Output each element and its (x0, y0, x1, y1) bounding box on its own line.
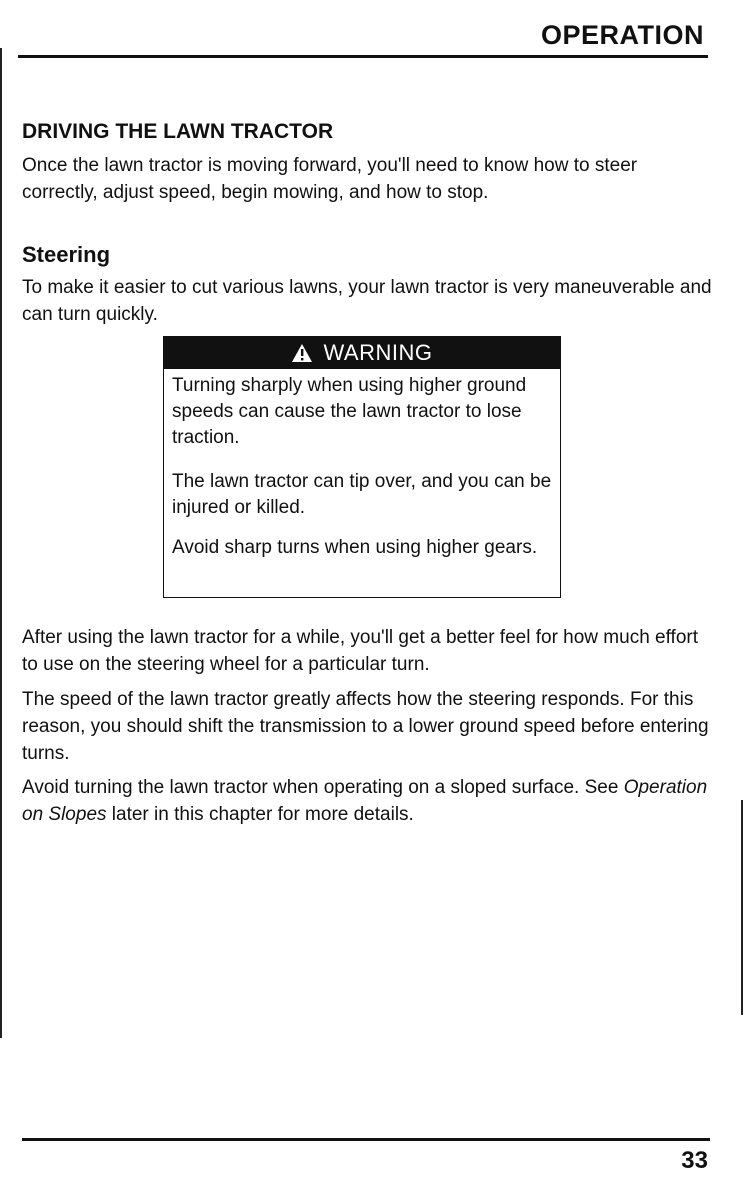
paragraph-slopes-start: Avoid turning the lawn tractor when operating on a sloped surface. See (22, 777, 624, 798)
warning-title: WARNING (323, 340, 433, 365)
paragraph-slopes-end: later in this chapter for more details. (106, 804, 414, 825)
steering-heading: Steering (22, 242, 111, 267)
header-divider (18, 55, 708, 58)
warning-body (164, 369, 560, 561)
paragraph-slopes (22, 774, 712, 828)
left-margin-rule (0, 48, 2, 1038)
warning-avoidance-text: Avoid sharp turns when using higher gears. (172, 537, 538, 558)
right-margin-rule (741, 800, 743, 1015)
warning-hazard-text: Turning sharply when using higher ground speeds can cause the lawn tractor to lose traction. (172, 375, 527, 448)
footer-divider (22, 1138, 710, 1141)
warning-triangle-icon (291, 343, 313, 363)
section-heading: DRIVING THE LAWN TRACTOR (22, 120, 334, 143)
warning-header (164, 337, 560, 369)
steering-intro: To make it easier to cut various lawns, your lawn tractor is very maneuverable and can turn quickly. (22, 277, 712, 325)
paragraph-feel: After using the lawn tractor for a while, you'll get a better feel for how much effort to use on the steering wheel for a particular turn. (22, 627, 699, 675)
paragraph-speed: The speed of the lawn tractor greatly affects how the steering responds. For this reason, you should shift the transmission to a lower ground speed before entering turns. (22, 689, 709, 764)
warning-consequence-text: The lawn tractor can tip over, and you can be injured or killed. (172, 471, 552, 518)
warning-box (163, 336, 561, 598)
operation-on-slopes-reference: Operation on Slopes (22, 777, 708, 825)
page-number: 33 (681, 1147, 708, 1174)
page-header-title: OPERATION (540, 20, 704, 50)
section-intro: Once the lawn tractor is moving forward, you'll need to know how to steer correctly, adjust speed, begin mowing, and how to stop. (22, 155, 638, 203)
